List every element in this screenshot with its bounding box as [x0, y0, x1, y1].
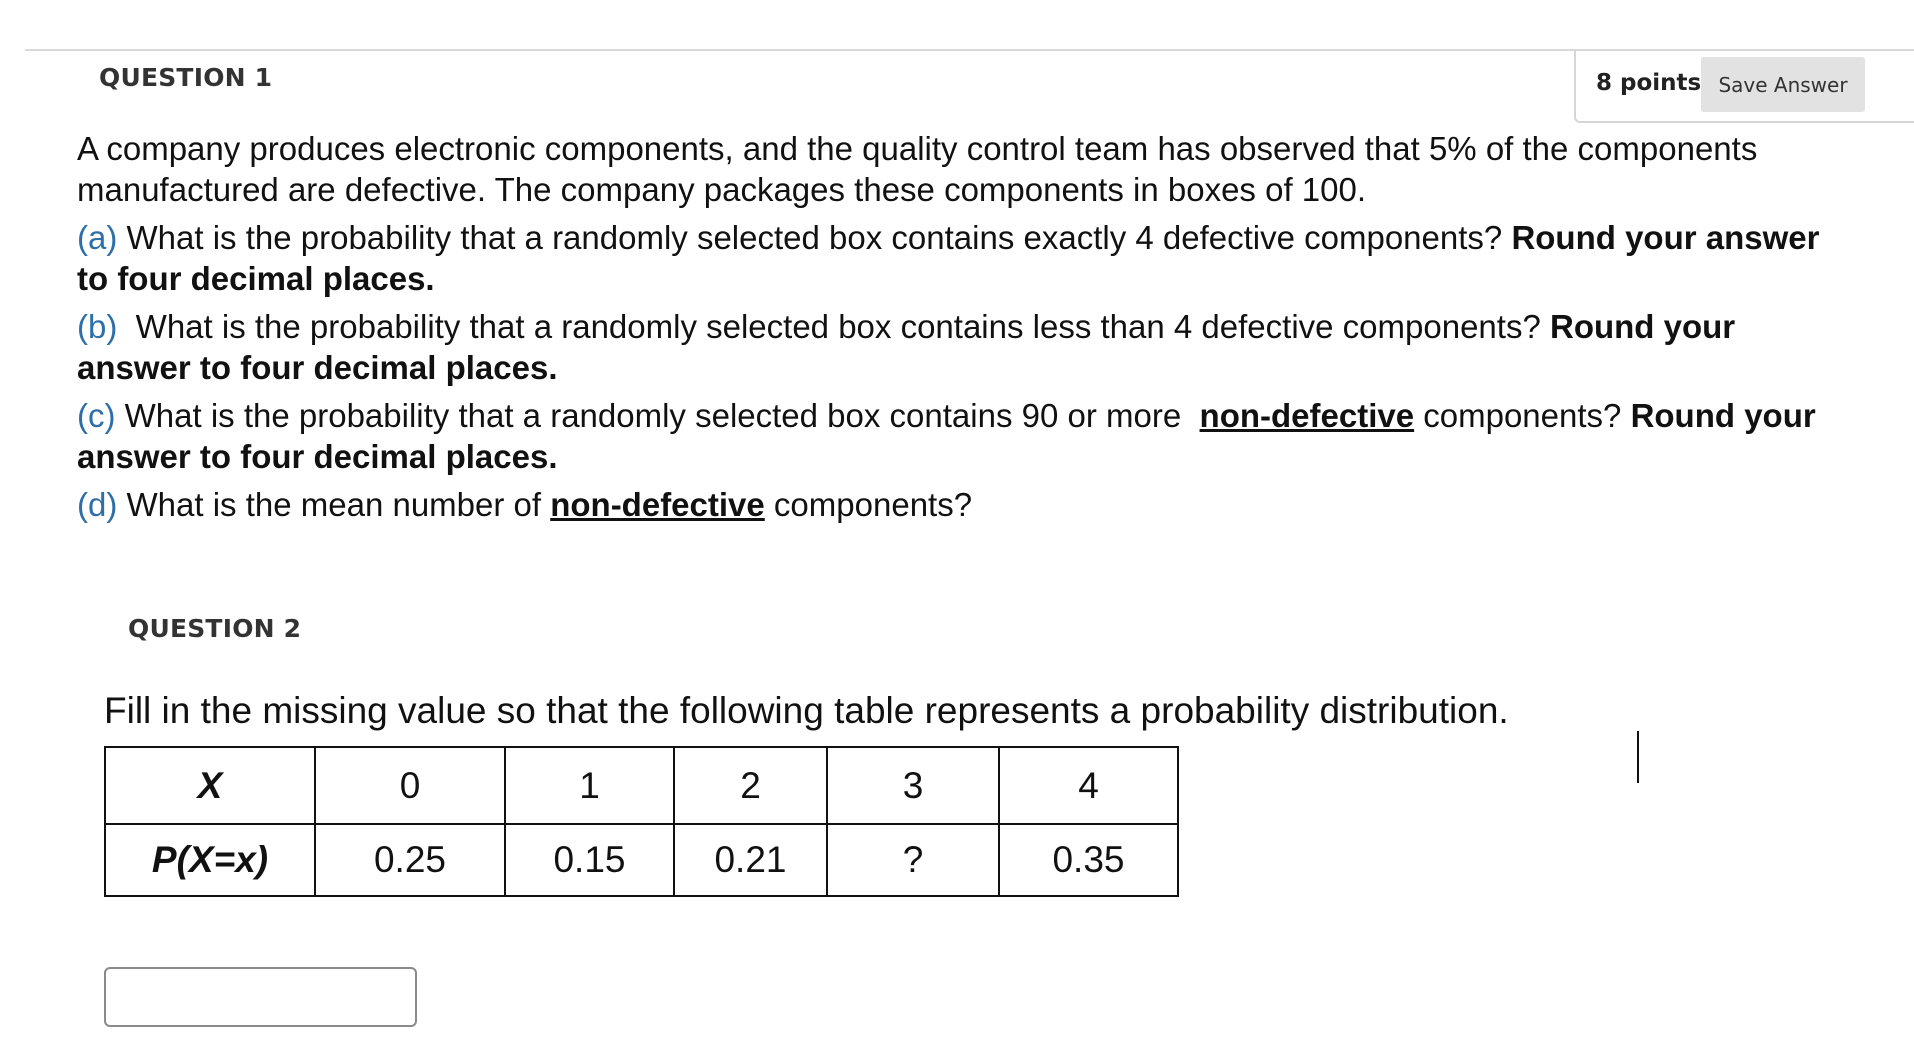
part-b-label: (b)	[77, 308, 118, 345]
part-d-text: What is the mean number of	[117, 486, 551, 523]
part-c-text-2: components?	[1414, 397, 1631, 434]
part-d-text-2: components?	[764, 486, 973, 523]
part-c-instruction: Round your answer to four decimal places.	[77, 397, 1816, 475]
question-1-body	[77, 128, 1847, 525]
question-1-heading: QUESTION 1	[99, 63, 273, 92]
part-c-text: What is the probability that a randomly selected box contains 90 or more	[115, 397, 1200, 434]
table-row	[105, 747, 1178, 824]
part-a-label: (a)	[77, 219, 118, 256]
question-2-prompt: Fill in the missing value so that the following table represents a probability distribution.	[104, 690, 1509, 731]
part-a	[77, 217, 1847, 299]
table-row	[105, 824, 1178, 896]
text-cursor	[1637, 731, 1639, 783]
table-cell: 2	[674, 747, 827, 824]
table-cell: 4	[999, 747, 1178, 824]
question-2-heading: QUESTION 2	[128, 614, 302, 643]
part-d-emphasis: non-defective	[550, 486, 765, 523]
table-cell: 0.15	[505, 824, 674, 896]
table-header-cell: P(X=x)	[105, 824, 315, 896]
part-c	[77, 395, 1847, 477]
save-answer-button[interactable]: Save Answer	[1701, 57, 1865, 112]
question-1-intro: A company produces electronic components, and the quality control team has observed that 5% of the components manufactured are defective. The company packages these components in boxes of 100.	[77, 130, 1758, 208]
table-cell: 0.25	[315, 824, 505, 896]
part-a-instruction: Round your answer to four decimal places.	[77, 219, 1820, 297]
part-a-text: What is the probability that a randomly selected box contains exactly 4 defective components?	[117, 219, 1512, 256]
part-d	[77, 484, 1847, 525]
part-b	[77, 306, 1847, 388]
part-d-label: (d)	[77, 486, 118, 523]
table-cell: 1	[505, 747, 674, 824]
answer-input[interactable]	[104, 967, 417, 1027]
table-cell: 3	[827, 747, 999, 824]
table-cell: 0.21	[674, 824, 827, 896]
part-b-instruction: Round your answer to four decimal places.	[77, 308, 1736, 386]
probability-table	[104, 746, 1179, 897]
part-b-text: What is the probability that a randomly selected box contains less than 4 defective components?	[117, 308, 1550, 345]
points-label: 8 points	[1596, 70, 1702, 96]
table-cell: 0.35	[999, 824, 1178, 896]
part-c-label: (c)	[77, 397, 116, 434]
part-c-emphasis: non-defective	[1199, 397, 1415, 434]
missing-value-cell: ?	[827, 824, 999, 896]
table-header-cell: X	[105, 747, 315, 824]
table-cell: 0	[315, 747, 505, 824]
